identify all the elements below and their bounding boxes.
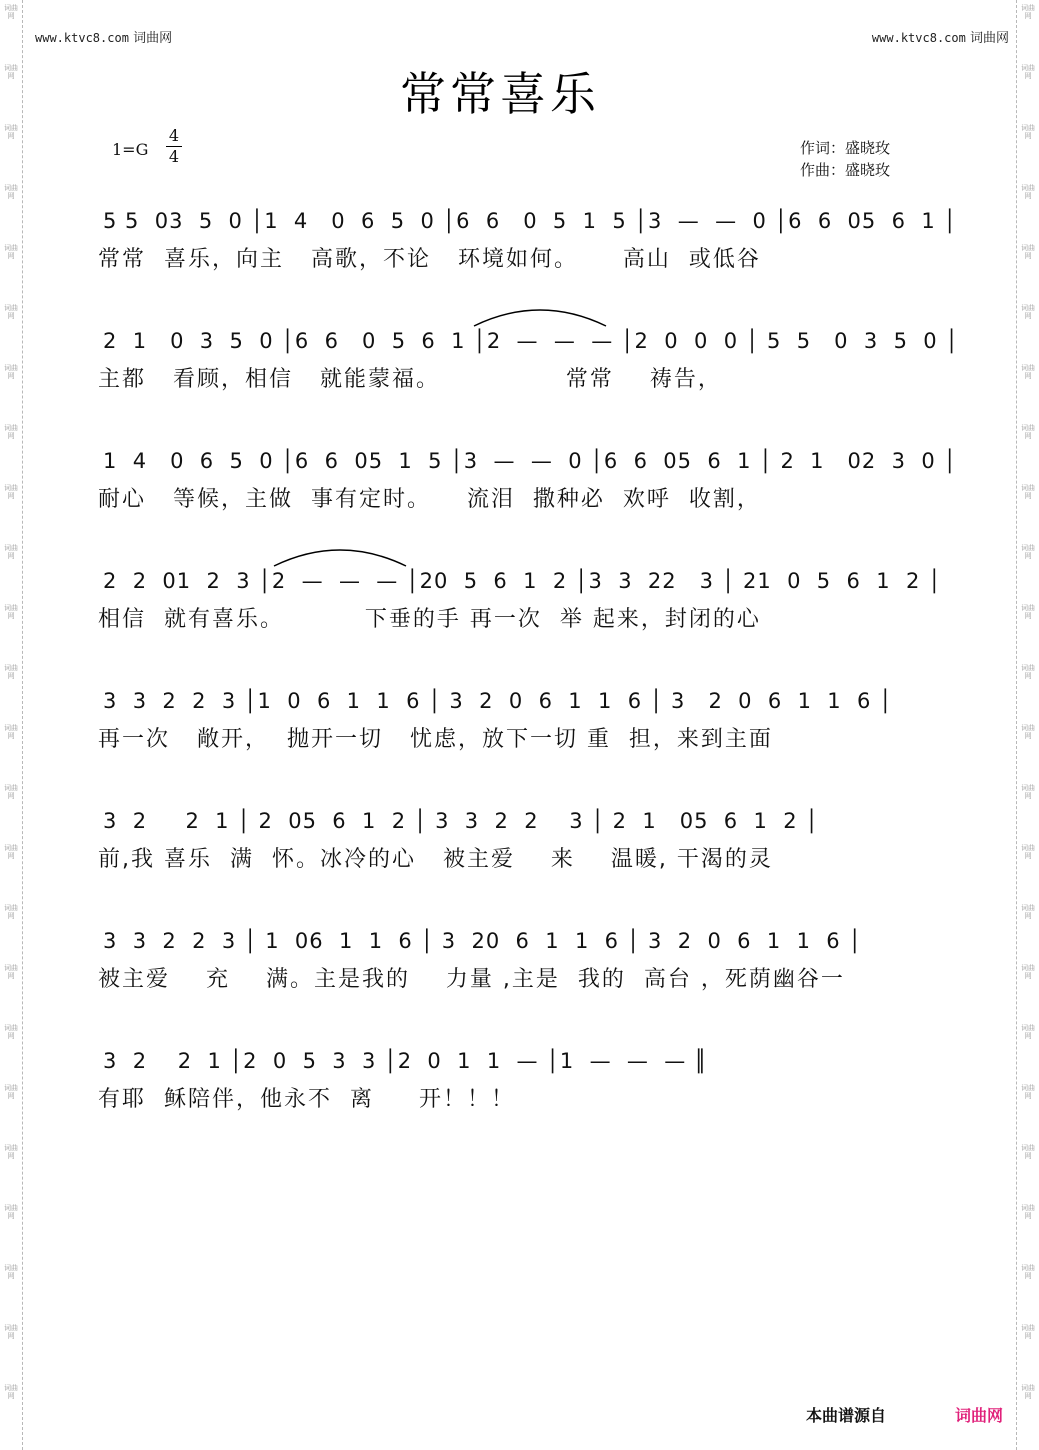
watermark-text: 词曲网 <box>4 1024 18 1040</box>
watermark-text: 词曲网 <box>4 304 18 320</box>
notation-line: 1 4 0 6 5 0 │6 6 05 1 5 │3 — — 0 │6 6 05 6 1 │ 2 1 02 3 0 │ <box>103 449 958 473</box>
score-system <box>0 316 1039 406</box>
score-system <box>0 676 1039 766</box>
score-system <box>0 916 1039 1006</box>
notation-line: 5 5 03 5 0 │1 4 0 6 5 0 │6 6 0 5 1 5 │3 — — 0 │6 6 05 6 1 │ <box>103 209 958 233</box>
watermark-text: 词曲网 <box>4 604 18 620</box>
footer-brand-link[interactable]: 词曲网 <box>955 1406 1004 1425</box>
lyric-line: 常常 喜乐，向主 高歌，不论 环境如何。 高山 或低谷 <box>98 247 761 272</box>
score-system <box>0 436 1039 526</box>
watermark-text: 词曲网 <box>1021 724 1035 740</box>
notation-line: 3 2 2 1 │2 0 5 3 3 │2 0 1 1 — │1 — — — ║ <box>103 1049 708 1073</box>
site-brand: 词曲网 <box>969 31 1009 46</box>
watermark-text: 词曲网 <box>4 1204 18 1220</box>
watermark-text: 词曲网 <box>4 1324 18 1340</box>
watermark-text: 词曲网 <box>4 4 18 20</box>
watermark-text: 词曲网 <box>1021 424 1035 440</box>
watermark-text: 词曲网 <box>1021 784 1035 800</box>
notation-line: 2 1 0 3 5 0 │6 6 0 5 6 1 │2 — — — │2 0 0 0 │ 5 5 0 3 5 0 │ <box>103 329 959 353</box>
notation-line: 3 2 2 1 │ 2 05 6 1 2 │ 3 3 2 2 3 │ 2 1 05 6 1 2 │ <box>103 809 819 833</box>
watermark-text: 词曲网 <box>1021 64 1035 80</box>
notation-line: 2 2 01 2 3 │2 — — — │20 5 6 1 2 │3 3 22 3 │ 21 0 5 6 1 2 │ <box>103 569 942 593</box>
site-header-right <box>872 27 1009 46</box>
lyricist: 作词：盛晓玫 <box>800 139 891 157</box>
watermark-text: 词曲网 <box>4 1264 18 1280</box>
watermark-text: 词曲网 <box>1021 1084 1035 1100</box>
site-url[interactable]: www.ktvc8.com <box>871 31 966 45</box>
site-header-left <box>35 27 172 46</box>
watermark-text: 词曲网 <box>1021 4 1035 20</box>
site-url[interactable]: www.ktvc8.com <box>35 31 129 45</box>
time-signature <box>166 126 182 167</box>
lyric-line: 被主爱 充 满。主是我的 力量 ,主是 我的 高台 ，死荫幽谷一 <box>98 967 845 992</box>
watermark-text: 词曲网 <box>1021 124 1035 140</box>
watermark-text: 词曲网 <box>1021 304 1035 320</box>
watermark-text: 词曲网 <box>1021 544 1035 560</box>
watermark-text: 词曲网 <box>4 244 18 260</box>
watermark-text: 词曲网 <box>1021 1384 1035 1400</box>
watermark-text: 词曲网 <box>4 484 18 500</box>
watermark-text: 词曲网 <box>4 544 18 560</box>
site-brand: 词曲网 <box>133 31 173 46</box>
song-title: 常常喜乐 <box>400 67 600 121</box>
time-top: 4 <box>168 126 180 145</box>
watermark-text: 词曲网 <box>4 1144 18 1160</box>
watermark-text: 词曲网 <box>1021 1024 1035 1040</box>
watermark-text: 词曲网 <box>1021 1204 1035 1220</box>
notation-line: 3 3 2 2 3 │1 0 6 1 1 6 │ 3 2 0 6 1 1 6 │ 3 2 0 6 1 1 6 │ <box>103 689 893 713</box>
score-system <box>0 1036 1039 1126</box>
watermark-text: 词曲网 <box>1021 904 1035 920</box>
lyric-line: 相信 就有喜乐。 下垂的手 再一次 举 起来，封闭的心 <box>98 607 761 632</box>
lyric-line: 有耶 稣陪伴，他永不 离 开！！！ <box>98 1087 515 1112</box>
watermark-text: 词曲网 <box>1021 964 1035 980</box>
watermark-text: 词曲网 <box>4 964 18 980</box>
watermark-text: 词曲网 <box>4 784 18 800</box>
watermark-text: 词曲网 <box>1021 364 1035 380</box>
lyric-line: 再一次 敞开， 抛开一切 忧虑，放下一切 重 担，来到主面 <box>98 727 773 752</box>
watermark-text: 词曲网 <box>4 124 18 140</box>
watermark-text: 词曲网 <box>4 364 18 380</box>
source-label: 本曲谱源自 <box>806 1406 887 1425</box>
watermark-text: 词曲网 <box>1021 184 1035 200</box>
watermark-text: 词曲网 <box>1021 664 1035 680</box>
watermark-text: 词曲网 <box>1021 1144 1035 1160</box>
watermark-text: 词曲网 <box>1021 1264 1035 1280</box>
key-signature: 1=G <box>112 140 149 159</box>
tie-arc <box>470 300 610 330</box>
watermark-text: 词曲网 <box>1021 604 1035 620</box>
watermark-text: 词曲网 <box>4 724 18 740</box>
lyric-line: 耐心 等候，主做 事有定时。 流泪 撒种必 欢呼 收割， <box>98 487 761 512</box>
watermark-text: 词曲网 <box>4 844 18 860</box>
watermark-text: 词曲网 <box>4 184 18 200</box>
watermark-text: 词曲网 <box>4 424 18 440</box>
watermark-text: 词曲网 <box>4 904 18 920</box>
watermark-text: 词曲网 <box>1021 484 1035 500</box>
lyric-line: 前,我 喜乐 满 怀。冰冷的心 被主爱 来 温暖, 干渴的灵 <box>98 847 773 872</box>
tie-arc <box>270 540 410 570</box>
time-bottom: 4 <box>168 147 180 166</box>
watermark-text: 词曲网 <box>4 664 18 680</box>
credits <box>800 137 890 181</box>
watermark-text: 词曲网 <box>4 1384 18 1400</box>
watermark-text: 词曲网 <box>1021 1324 1035 1340</box>
notation-line: 3 3 2 2 3 │ 1 06 1 1 6 │ 3 20 6 1 1 6 │ 3 2 0 6 1 1 6 │ <box>103 929 862 953</box>
watermark-text: 词曲网 <box>1021 244 1035 260</box>
lyric-line: 主都 看顾，相信 就能蒙福。 常常 祷告， <box>98 367 722 392</box>
score-system <box>0 556 1039 646</box>
watermark-text: 词曲网 <box>1021 844 1035 860</box>
watermark-text: 词曲网 <box>4 64 18 80</box>
score-system <box>0 796 1039 886</box>
watermark-text: 词曲网 <box>4 1084 18 1100</box>
score-system <box>0 196 1039 286</box>
composer: 作曲：盛晓玫 <box>800 161 891 179</box>
